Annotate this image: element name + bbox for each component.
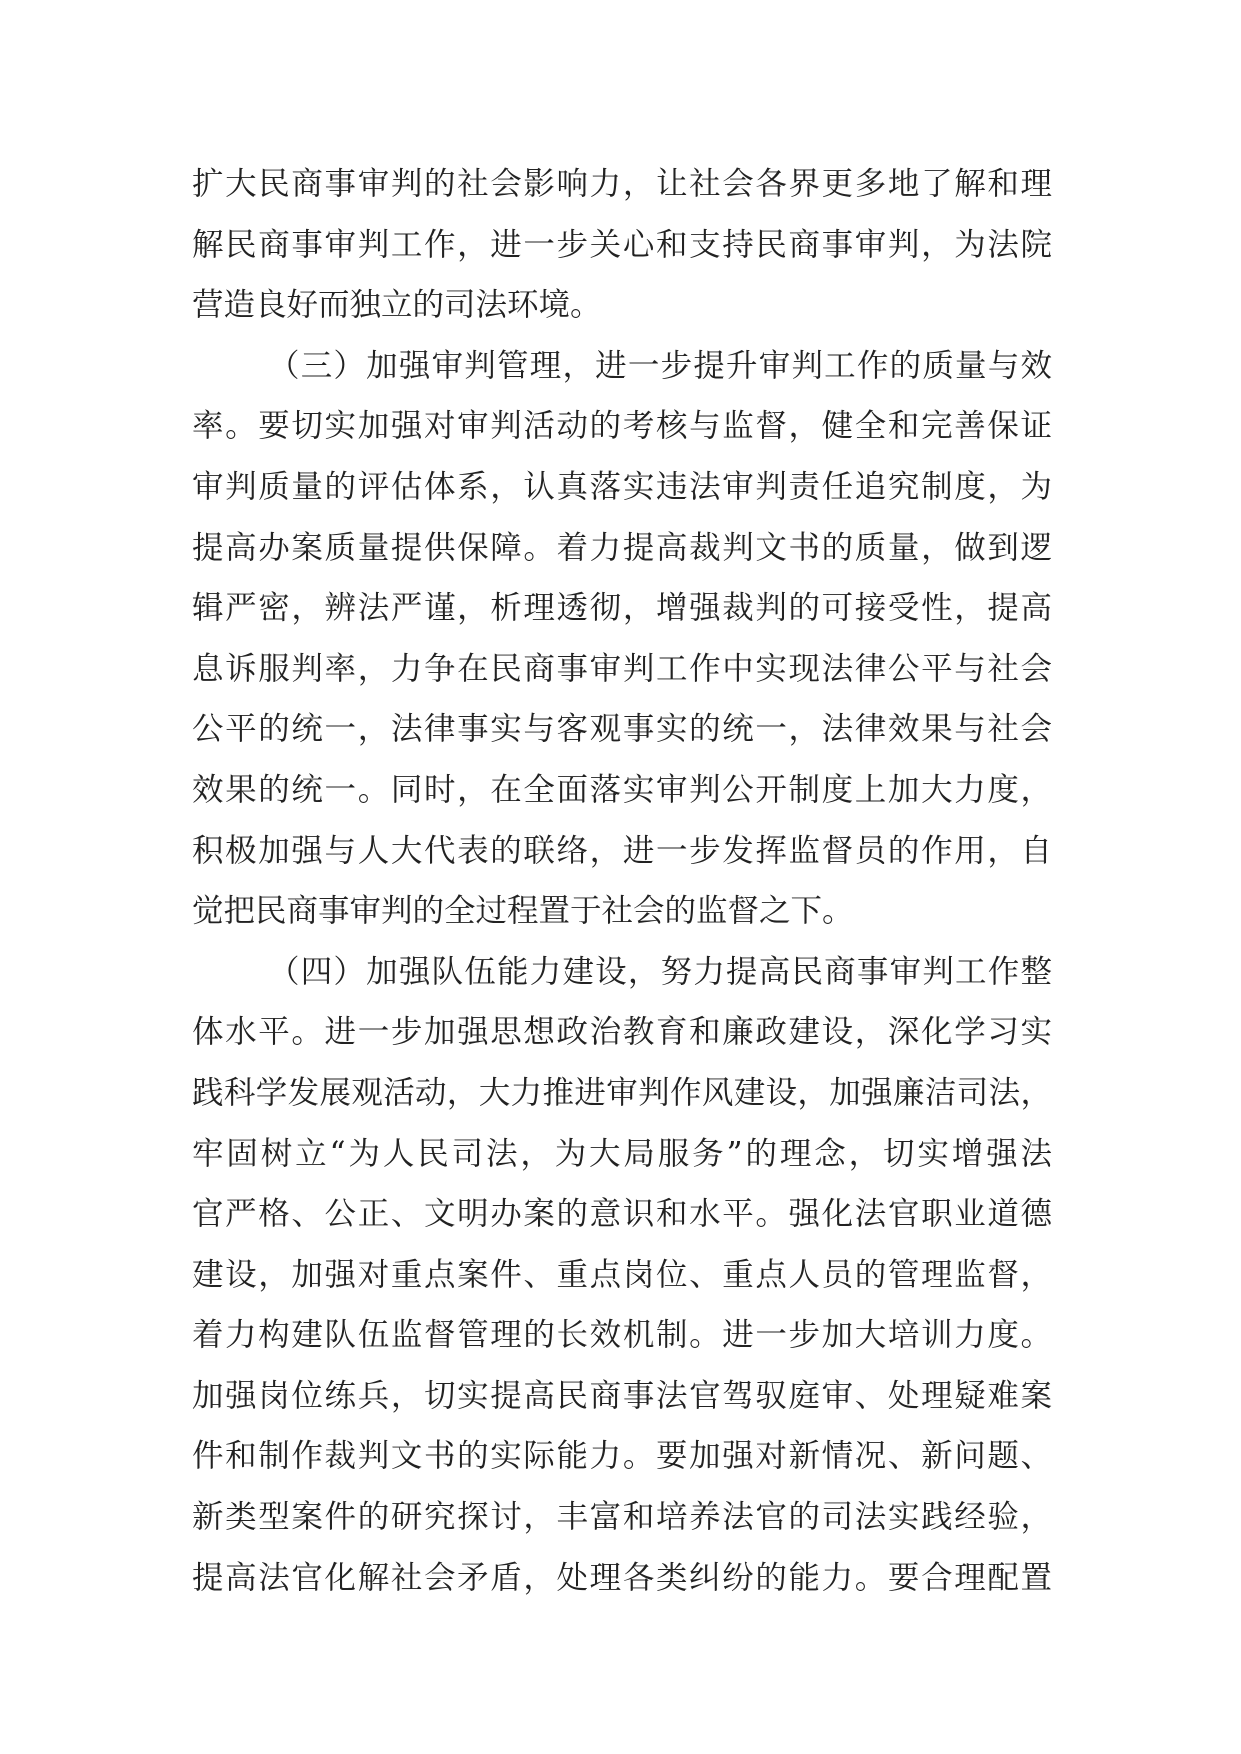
section-heading-line: （三）加强审判管理，进一步提升审判工作的质量与效	[268, 347, 1052, 384]
body-text	[192, 154, 1052, 1608]
text-line: 着力构建队伍监督管理的长效机制。进一步加大培训力度。	[192, 1317, 1052, 1354]
text-line: 效果的统一。同时，在全面落实审判公开制度上加大力度，	[192, 771, 1052, 808]
text-line: 体水平。进一步加强思想政治教育和廉政建设，深化学习实	[192, 1014, 1052, 1051]
text-line: 建设，加强对重点案件、重点岗位、重点人员的管理监督，	[192, 1256, 1052, 1293]
text-line: 率。要切实加强对审判活动的考核与监督，健全和完善保证	[192, 408, 1052, 445]
text-line: 件和制作裁判文书的实际能力。要加强对新情况、新问题、	[192, 1438, 1052, 1475]
text-line: 提高法官化解社会矛盾，处理各类纠纷的能力。要合理配置	[192, 1559, 1052, 1596]
text-line: 解民商事审判工作，进一步关心和支持民商事审判，为法院	[192, 226, 1052, 263]
text-line: 官严格、公正、文明办案的意识和水平。强化法官职业道德	[192, 1196, 1052, 1233]
text-line: 践科学发展观活动，大力推进审判作风建设，加强廉洁司法，	[192, 1074, 1052, 1111]
text-line: 扩大民商事审判的社会影响力，让社会各界更多地了解和理	[192, 166, 1052, 202]
text-line: 息诉服判率，力争在民商事审判工作中实现法律公平与社会	[192, 650, 1052, 687]
text-line: 新类型案件的研究探讨，丰富和培养法官的司法实践经验，	[192, 1499, 1052, 1536]
text-line: 觉把民商事审判的全过程置于社会的监督之下。	[192, 893, 854, 930]
text-line: 牢固树立“为人民司法，为大局服务”的理念，切实增强法	[192, 1135, 1052, 1172]
text-line: 审判质量的评估体系，认真落实违法审判责任追究制度，为	[192, 468, 1052, 505]
text-line: 积极加强与人大代表的联络，进一步发挥监督员的作用，自	[192, 832, 1052, 869]
section-heading-line: （四）加强队伍能力建设，努力提高民商事审判工作整	[268, 953, 1052, 990]
text-line: 营造良好而独立的司法环境。	[192, 287, 602, 324]
text-line: 辑严密，辨法严谨，析理透彻，增强裁判的可接受性，提高	[192, 590, 1052, 627]
text-line: 加强岗位练兵，切实提高民商事法官驾驭庭审、处理疑难案	[192, 1377, 1052, 1414]
text-line: 公平的统一，法律事实与客观事实的统一，法律效果与社会	[192, 711, 1052, 748]
text-line: 提高办案质量提供保障。着力提高裁判文书的质量，做到逻	[192, 529, 1052, 566]
